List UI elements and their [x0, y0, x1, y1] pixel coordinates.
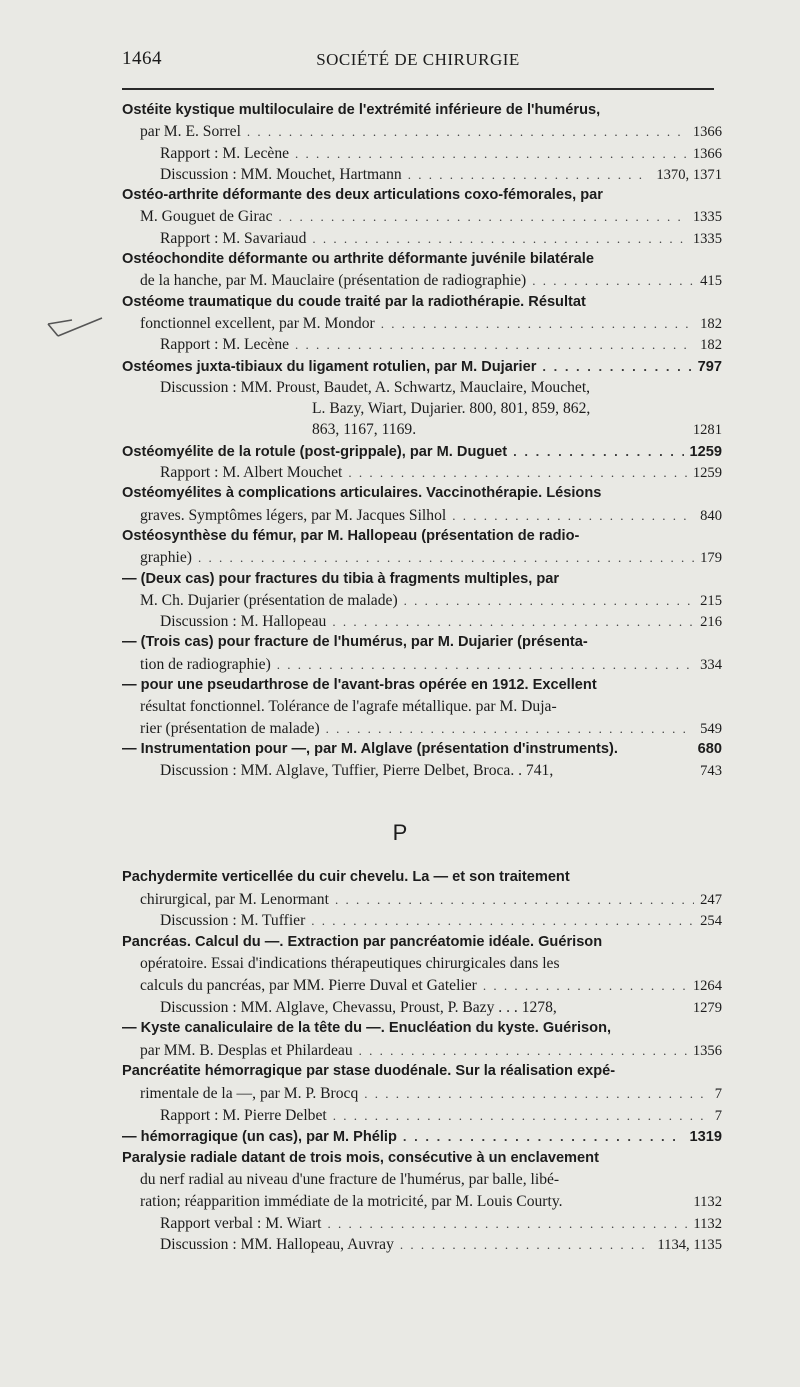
index-line	[122, 505, 722, 526]
entry-text	[122, 932, 602, 954]
index-line	[122, 1148, 722, 1170]
index-line	[122, 1191, 722, 1213]
entry-text	[122, 185, 603, 206]
entry-segment: du nerf radial au niveau d'une fracture de l'humérus, par balle, libé-	[140, 1171, 560, 1189]
entry-segment: du fémur, par M. Hallopeau (présentation de radio-	[226, 527, 580, 544]
entry-text	[122, 100, 600, 121]
entry-text	[140, 1169, 559, 1191]
page-reference: 743	[700, 763, 722, 780]
dot-leader	[542, 356, 691, 377]
entry-segment: déformante ou arthrite déformante juvénile bilatérale	[224, 251, 594, 268]
index-line	[122, 292, 722, 313]
dot-leader	[326, 718, 694, 739]
index-line	[122, 718, 722, 739]
entry-text	[140, 654, 271, 675]
entry-text	[140, 696, 557, 717]
index-line	[122, 1040, 722, 1062]
entry-segment: Rapport : M. Albert Mouchet	[160, 464, 343, 482]
index-line	[122, 654, 722, 675]
entry-text	[140, 121, 241, 142]
entry-text	[122, 292, 586, 313]
index-line	[122, 611, 722, 632]
entry-heading: Ostéite	[122, 102, 172, 118]
dot-leader	[312, 228, 686, 249]
dot-leader	[247, 121, 687, 142]
entry-text	[312, 419, 416, 440]
entry-segment: Rapport verbal : M. Wiart	[160, 1214, 322, 1232]
page-reference: 1132	[693, 1193, 722, 1210]
entry-text	[160, 910, 305, 932]
index-line	[122, 270, 722, 291]
index-line	[122, 632, 722, 653]
index-line	[122, 228, 722, 249]
entry-segment: ration; réapparition immédiate de la motricité, par M. Louis Courty.	[140, 1192, 563, 1210]
entry-text	[160, 611, 326, 632]
page-reference: 1335	[692, 230, 722, 247]
index-line	[122, 1083, 722, 1105]
entry-segment: radiale datant de trois mois, consécutive à un enclavement	[186, 1149, 599, 1166]
entry-text	[122, 867, 570, 889]
entry-text	[122, 1148, 599, 1170]
entry-segment: — (Trois cas) pour fracture de l'humérus, par M. Dujarier (présenta-	[122, 634, 588, 651]
index-block-p	[122, 867, 722, 1256]
entry-segment: par M. E. Sorrel	[140, 123, 241, 141]
index-line	[122, 1126, 722, 1148]
dot-leader	[311, 910, 694, 932]
dot-leader	[295, 143, 687, 164]
entry-segment: à complications articulaires. Vaccinothérapie. Lésions	[221, 485, 602, 502]
index-line	[122, 1213, 722, 1235]
index-line	[122, 419, 722, 440]
entry-text	[160, 228, 306, 249]
page-reference: 247	[700, 891, 722, 908]
index-line	[122, 526, 722, 547]
page-reference: 1319	[689, 1129, 722, 1146]
dot-leader	[483, 975, 687, 997]
index-block-o	[122, 100, 722, 782]
entry-segment: Rapport : M. Pierre Delbet	[160, 1106, 327, 1124]
index-line	[122, 932, 722, 954]
entry-text	[160, 1234, 394, 1256]
entry-segment: de la hanche, par M. Mauclaire (présentation de radiographie)	[140, 272, 527, 290]
dot-leader	[513, 441, 683, 462]
running-header	[122, 48, 714, 76]
dot-leader	[295, 334, 694, 355]
page-reference: 680	[697, 740, 722, 757]
index-line	[122, 164, 722, 185]
entry-segment: Rapport : M. Savariaud	[160, 229, 307, 247]
index-line	[122, 1061, 722, 1083]
dot-leader	[404, 590, 694, 611]
dot-leader	[400, 1234, 652, 1256]
dot-leader	[333, 1105, 709, 1127]
page-reference: 7	[714, 1085, 722, 1102]
index-line	[122, 483, 722, 504]
index-line	[122, 910, 722, 932]
page-reference: 1279	[692, 999, 722, 1016]
entry-segment: Rapport : M. Lecène	[160, 336, 290, 354]
entry-segment: de la rotule (post-grippale), par M. Duguet	[213, 443, 508, 460]
entry-segment: rier (présentation de malade)	[140, 719, 320, 737]
entry-text	[122, 442, 507, 462]
entry-text	[122, 1018, 611, 1040]
entry-heading: Paralysie	[122, 1149, 187, 1166]
index-line	[122, 313, 722, 334]
entry-text	[140, 889, 329, 911]
index-line	[122, 143, 722, 164]
entry-segment: Discussion : MM. Proust, Baudet, A. Schwartz, Mauclaire, Mouchet,	[160, 378, 591, 396]
entry-text	[140, 953, 560, 975]
running-title: SOCIÉTÉ DE CHIRURGIE	[316, 50, 520, 69]
dot-leader	[359, 1040, 687, 1062]
index-line	[122, 1234, 722, 1256]
entry-text	[140, 547, 192, 568]
entry-text	[122, 483, 601, 504]
entry-segment: résultat fonctionnel. Tolérance de l'agrafe métallique. par M. Duja-	[140, 698, 557, 716]
entry-segment: rimentale de la —, par M. P. Brocq	[140, 1084, 359, 1102]
page-reference: 215	[700, 592, 722, 609]
index-line	[122, 889, 722, 911]
dot-leader	[403, 1126, 684, 1148]
dot-leader	[364, 1083, 708, 1105]
entry-segment: Discussion : M. Tuffier	[160, 912, 306, 930]
entry-text	[160, 760, 553, 781]
entry-heading: Ostéosynthèse	[122, 527, 227, 544]
entry-heading: Pancréatite	[122, 1063, 201, 1080]
dot-leader	[408, 164, 651, 185]
page-reference: 549	[700, 720, 722, 737]
index-line	[122, 1018, 722, 1040]
page-reference: 1264	[692, 977, 722, 994]
entry-heading: Ostéomyélite	[122, 443, 214, 460]
index-line	[122, 590, 722, 611]
index-line	[122, 760, 722, 781]
entry-segment: — hémorragique (un cas), par M. Phélip	[122, 1129, 397, 1146]
entry-segment: calculs du pancréas, par MM. Pierre Duval et Gatelier	[140, 976, 477, 994]
entry-text	[160, 164, 402, 185]
entry-segment: 863, 1167, 1169.	[312, 421, 417, 439]
page-reference: 1259	[689, 443, 722, 460]
entry-segment: graphie)	[140, 549, 192, 567]
dot-leader	[452, 505, 694, 526]
page-reference: 1370, 1371	[656, 166, 722, 183]
index-line	[122, 206, 722, 227]
entry-text	[140, 1083, 358, 1105]
entry-segment: Calcul du —. Extraction par pancréatomie idéale. Guérison	[190, 933, 603, 950]
entry-text	[140, 590, 398, 611]
entry-heading: Ostéome	[122, 293, 185, 310]
dot-leader	[327, 1213, 687, 1235]
index-line	[122, 398, 722, 419]
entry-segment: graves. Symptômes légers, par M. Jacques Silhol	[140, 506, 447, 524]
entry-text	[160, 462, 342, 483]
page-reference: 254	[700, 913, 722, 930]
entry-text	[140, 206, 273, 227]
page-reference: 1366	[692, 124, 722, 141]
page-reference: 1356	[692, 1042, 722, 1059]
entry-text	[122, 675, 597, 696]
index-line	[122, 739, 722, 760]
entry-text	[312, 398, 590, 419]
page-reference: 1134, 1135	[657, 1237, 722, 1254]
dot-leader	[279, 206, 687, 227]
entry-text	[140, 505, 446, 526]
entry-segment: — Kyste canaliculaire de la tête du —. Enucléation du kyste. Guérison,	[122, 1020, 612, 1037]
index-line	[122, 334, 722, 355]
entry-text	[160, 1213, 321, 1235]
page-reference: 415	[700, 273, 722, 290]
entry-heading: Ostéomes	[122, 358, 193, 375]
dot-leader	[348, 462, 686, 483]
entry-text	[160, 1105, 327, 1127]
entry-text	[122, 569, 559, 590]
entry-segment: — pour une pseudarthrose de l'avant-bras opérée en 1912. Excellent	[122, 677, 597, 694]
page-reference: 840	[700, 507, 722, 524]
entry-segment: L. Bazy, Wiart, Dujarier. 800, 801, 859, 862,	[312, 400, 591, 418]
index-line	[122, 249, 722, 270]
index-line	[122, 100, 722, 121]
entry-text	[140, 270, 526, 291]
entry-segment: tion de radiographie)	[140, 655, 271, 673]
index-line	[122, 1105, 722, 1127]
entry-segment: — (Deux cas) pour fractures du tibia à fragments multiples, par	[122, 570, 560, 587]
entry-text	[160, 997, 557, 1019]
entry-segment: Rapport : M. Lecène	[160, 144, 290, 162]
entry-segment: opératoire. Essai d'indications thérapeutiques chirurgicales dans les	[140, 955, 560, 973]
index-line	[122, 356, 722, 377]
index-line	[122, 953, 722, 975]
index-line	[122, 569, 722, 590]
index-line	[122, 867, 722, 889]
page-reference: 1132	[693, 1215, 722, 1232]
entry-text	[122, 1061, 615, 1083]
index-line	[122, 696, 722, 717]
entry-text	[122, 357, 536, 377]
entry-heading: Pancréas.	[122, 933, 191, 950]
dot-leader	[381, 313, 694, 334]
index-line	[122, 377, 722, 398]
entry-segment: chirurgical, par M. Lenormant	[140, 890, 329, 908]
entry-text	[140, 313, 375, 334]
page-reference: 179	[700, 550, 722, 567]
entry-text	[122, 739, 618, 760]
entry-segment: Discussion : MM. Alglave, Tuffier, Pierre Delbet, Broca. . 741,	[160, 762, 554, 780]
entry-heading: Ostéochondite	[122, 251, 225, 268]
entry-heading: Ostéomyélites	[122, 485, 222, 502]
index-line	[122, 441, 722, 462]
dot-leader	[332, 611, 694, 632]
entry-heading: Pachydermite	[122, 869, 218, 885]
index-line	[122, 185, 722, 206]
page-number: 1464	[122, 48, 162, 69]
entry-segment: Discussion : MM. Hallopeau, Auvray	[160, 1236, 394, 1254]
page-reference: 182	[700, 337, 722, 354]
entry-text	[122, 632, 588, 653]
entry-segment: kystique multiloculaire de l'extrémité inférieure de l'humérus,	[171, 102, 601, 118]
dot-leader	[335, 889, 694, 911]
entry-text	[140, 1040, 353, 1062]
entry-segment: Discussion : MM. Mouchet, Hartmann	[160, 165, 402, 183]
entry-segment: fonctionnel excellent, par M. Mondor	[140, 314, 375, 332]
dot-leader	[532, 270, 694, 291]
index-line	[122, 547, 722, 568]
entry-segment: verticellée du cuir chevelu. La — et son traitement	[217, 869, 570, 885]
entry-text	[122, 526, 579, 547]
page-reference: 1259	[692, 465, 722, 482]
entry-text	[140, 718, 320, 739]
entry-text	[160, 143, 289, 164]
index-line	[122, 1169, 722, 1191]
entry-segment: Discussion : MM. Alglave, Chevassu, Proust, P. Bazy . . . 1278,	[160, 998, 557, 1016]
page-reference: 182	[700, 315, 722, 332]
page-reference: 7	[714, 1107, 722, 1124]
index-line	[122, 997, 722, 1019]
entry-text	[122, 1127, 397, 1148]
page-reference: 1281	[692, 422, 722, 439]
page-reference: 1366	[692, 145, 722, 162]
page-reference: 334	[700, 656, 722, 673]
entry-text	[140, 975, 477, 997]
index-line	[122, 121, 722, 142]
entry-segment: M. Gouguet de Girac	[140, 208, 273, 226]
index-line	[122, 675, 722, 696]
entry-segment: par MM. B. Desplas et Philardeau	[140, 1041, 353, 1059]
dot-leader	[277, 654, 694, 675]
entry-segment: — Instrumentation pour —, par M. Alglave (présentation d'instruments).	[122, 740, 618, 757]
header-rule	[122, 88, 714, 90]
page-reference: 797	[697, 358, 722, 375]
entry-segment: Discussion : M. Hallopeau	[160, 613, 327, 631]
entry-text	[160, 377, 590, 398]
index-line	[122, 462, 722, 483]
dot-leader	[198, 547, 694, 568]
entry-text	[122, 249, 594, 270]
section-letter: P	[392, 820, 408, 845]
index-line	[122, 975, 722, 997]
entry-heading: Ostéo-arthrite	[122, 187, 219, 204]
entry-segment: traumatique du coude traité par la radiothérapie. Résultat	[184, 293, 586, 310]
entry-segment: juxta-tibiaux du ligament rotulien, par M. Dujarier	[192, 358, 537, 375]
entry-segment: M. Ch. Dujarier (présentation de malade)	[140, 591, 398, 609]
page-reference: 1335	[692, 209, 722, 226]
page-reference: 216	[700, 614, 722, 631]
entry-text	[160, 334, 289, 355]
entry-text	[140, 1191, 563, 1213]
entry-segment: déformante des deux articulations coxo-fémorales, par	[218, 187, 603, 204]
entry-segment: hémorragique par stase duodénale. Sur la réalisation expé-	[200, 1063, 616, 1080]
pencil-mark	[44, 300, 114, 350]
